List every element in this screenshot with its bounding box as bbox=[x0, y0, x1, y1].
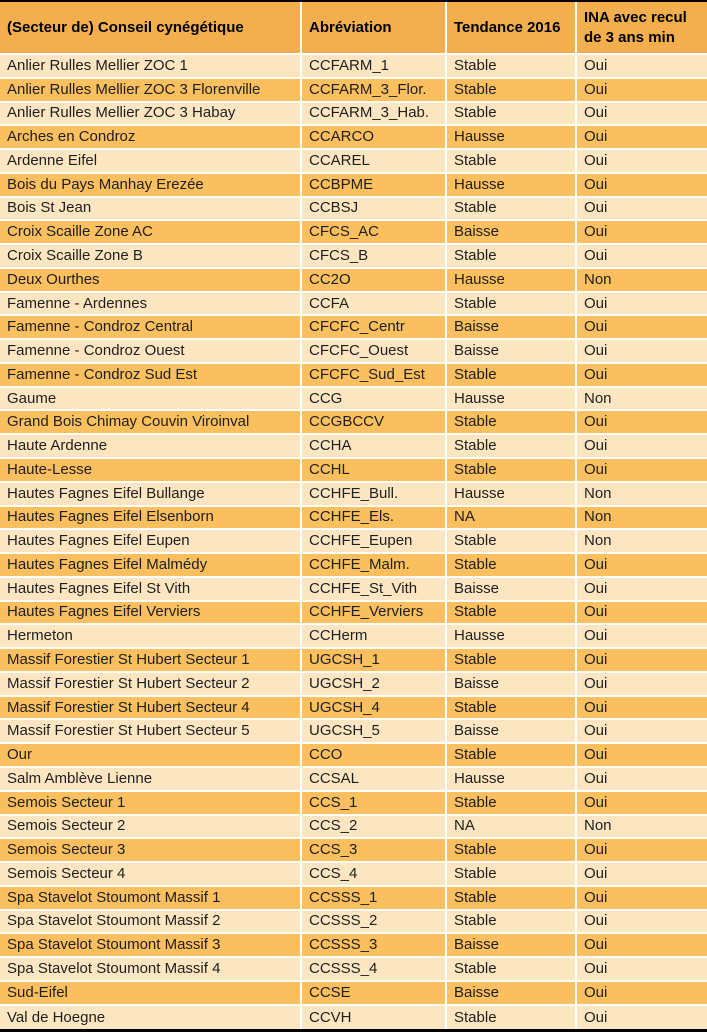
table-cell: Stable bbox=[447, 1006, 577, 1030]
table-cell: Oui bbox=[577, 435, 707, 459]
table-row bbox=[0, 768, 707, 792]
table-row bbox=[0, 649, 707, 673]
table-row bbox=[0, 720, 707, 744]
table-cell: UGCSH_1 bbox=[302, 649, 447, 673]
table-cell: CCFA bbox=[302, 293, 447, 317]
table-cell: Haute-Lesse bbox=[0, 459, 302, 483]
table-cell: Stable bbox=[447, 649, 577, 673]
column-header-ina: INA avec recul de 3 ans min bbox=[577, 2, 707, 55]
table-cell: CCG bbox=[302, 388, 447, 412]
table-cell: Bois du Pays Manhay Erezée bbox=[0, 174, 302, 198]
table-cell: CCSSS_1 bbox=[302, 887, 447, 911]
table-cell: Famenne - Condroz Central bbox=[0, 316, 302, 340]
table-cell: CCSSS_4 bbox=[302, 958, 447, 982]
table-row bbox=[0, 269, 707, 293]
table-row bbox=[0, 198, 707, 222]
table-row bbox=[0, 863, 707, 887]
table-cell: Arches en Condroz bbox=[0, 126, 302, 150]
table-row bbox=[0, 340, 707, 364]
table-cell: Oui bbox=[577, 697, 707, 721]
table-cell: CCO bbox=[302, 744, 447, 768]
table-row bbox=[0, 934, 707, 958]
table-cell: Baisse bbox=[447, 934, 577, 958]
table-cell: CCFARM_1 bbox=[302, 55, 447, 79]
table-cell: CC2O bbox=[302, 269, 447, 293]
table-cell: Oui bbox=[577, 364, 707, 388]
table-cell: Stable bbox=[447, 863, 577, 887]
table-row bbox=[0, 316, 707, 340]
table-cell: Stable bbox=[447, 198, 577, 222]
table-cell: UGCSH_4 bbox=[302, 697, 447, 721]
table-cell: CCGBCCV bbox=[302, 411, 447, 435]
table-cell: CFCS_AC bbox=[302, 221, 447, 245]
table-cell: CCHFE_Malm. bbox=[302, 554, 447, 578]
table-cell: Famenne - Ardennes bbox=[0, 293, 302, 317]
table-cell: Oui bbox=[577, 198, 707, 222]
table-cell: Hautes Fagnes Eifel St Vith bbox=[0, 578, 302, 602]
table-row bbox=[0, 79, 707, 103]
table-cell: Semois Secteur 3 bbox=[0, 839, 302, 863]
table-cell: Oui bbox=[577, 768, 707, 792]
table-row bbox=[0, 839, 707, 863]
table-row bbox=[0, 1006, 707, 1030]
table-row bbox=[0, 293, 707, 317]
table-cell: Oui bbox=[577, 602, 707, 626]
table-cell: Sud-Eifel bbox=[0, 982, 302, 1006]
table-cell: CCVH bbox=[302, 1006, 447, 1030]
table-row bbox=[0, 55, 707, 79]
table-cell: Oui bbox=[577, 150, 707, 174]
table-cell: CCFARM_3_Hab. bbox=[302, 103, 447, 127]
table-row bbox=[0, 887, 707, 911]
table-cell: Massif Forestier St Hubert Secteur 5 bbox=[0, 720, 302, 744]
table-cell: Oui bbox=[577, 221, 707, 245]
table-cell: Anlier Rulles Mellier ZOC 1 bbox=[0, 55, 302, 79]
table-row bbox=[0, 578, 707, 602]
column-header-conseil: (Secteur de) Conseil cynégétique bbox=[0, 2, 302, 55]
column-header-tendance: Tendance 2016 bbox=[447, 2, 577, 55]
table-cell: Stable bbox=[447, 602, 577, 626]
table-row bbox=[0, 388, 707, 412]
table-cell: Oui bbox=[577, 1006, 707, 1030]
table-row bbox=[0, 459, 707, 483]
table-cell: Oui bbox=[577, 720, 707, 744]
table-cell: CCBPME bbox=[302, 174, 447, 198]
table-cell: CCSSS_3 bbox=[302, 934, 447, 958]
table-cell: Oui bbox=[577, 79, 707, 103]
table-cell: CCFARM_3_Flor. bbox=[302, 79, 447, 103]
table-row bbox=[0, 411, 707, 435]
table-cell: CCHFE_Bull. bbox=[302, 483, 447, 507]
table-cell: CCHL bbox=[302, 459, 447, 483]
table-cell: Hausse bbox=[447, 625, 577, 649]
table-cell: Non bbox=[577, 530, 707, 554]
table-cell: Oui bbox=[577, 174, 707, 198]
table-cell: Oui bbox=[577, 103, 707, 127]
table-cell: CFCFC_Centr bbox=[302, 316, 447, 340]
table-cell: Hermeton bbox=[0, 625, 302, 649]
table-cell: Stable bbox=[447, 792, 577, 816]
table-cell: Hausse bbox=[447, 269, 577, 293]
table-cell: Hautes Fagnes Eifel Verviers bbox=[0, 602, 302, 626]
table-cell: CFCFC_Sud_Est bbox=[302, 364, 447, 388]
table-cell: Hausse bbox=[447, 126, 577, 150]
table-cell: Spa Stavelot Stoumont Massif 4 bbox=[0, 958, 302, 982]
table-cell: CCHA bbox=[302, 435, 447, 459]
table-cell: Spa Stavelot Stoumont Massif 1 bbox=[0, 887, 302, 911]
table-cell: Non bbox=[577, 483, 707, 507]
table-cell: Hausse bbox=[447, 174, 577, 198]
table-cell: Oui bbox=[577, 911, 707, 935]
table-cell: Oui bbox=[577, 625, 707, 649]
table-cell: Hausse bbox=[447, 768, 577, 792]
table-cell: Stable bbox=[447, 411, 577, 435]
table-row bbox=[0, 792, 707, 816]
table-cell: Stable bbox=[447, 364, 577, 388]
table-cell: CCSE bbox=[302, 982, 447, 1006]
table-cell: Non bbox=[577, 816, 707, 840]
table-row bbox=[0, 744, 707, 768]
table-row bbox=[0, 697, 707, 721]
table-cell: Gaume bbox=[0, 388, 302, 412]
table-cell: Stable bbox=[447, 744, 577, 768]
table-cell: CCARCO bbox=[302, 126, 447, 150]
table-cell: Baisse bbox=[447, 578, 577, 602]
table-cell: Spa Stavelot Stoumont Massif 3 bbox=[0, 934, 302, 958]
table-cell: Stable bbox=[447, 554, 577, 578]
table-row bbox=[0, 554, 707, 578]
table-row bbox=[0, 911, 707, 935]
table-cell: Oui bbox=[577, 411, 707, 435]
table-row bbox=[0, 507, 707, 531]
table-row bbox=[0, 221, 707, 245]
table-cell: Hautes Fagnes Eifel Eupen bbox=[0, 530, 302, 554]
table-cell: Hautes Fagnes Eifel Malmédy bbox=[0, 554, 302, 578]
table-cell: Massif Forestier St Hubert Secteur 1 bbox=[0, 649, 302, 673]
table-cell: NA bbox=[447, 816, 577, 840]
table-cell: Haute Ardenne bbox=[0, 435, 302, 459]
table-cell: Oui bbox=[577, 958, 707, 982]
table-cell: UGCSH_5 bbox=[302, 720, 447, 744]
table-cell: Spa Stavelot Stoumont Massif 2 bbox=[0, 911, 302, 935]
table-cell: Oui bbox=[577, 554, 707, 578]
header-row bbox=[0, 2, 707, 55]
table-cell: Baisse bbox=[447, 316, 577, 340]
table-cell: CCS_4 bbox=[302, 863, 447, 887]
table-cell: Massif Forestier St Hubert Secteur 4 bbox=[0, 697, 302, 721]
table-cell: Stable bbox=[447, 459, 577, 483]
table-cell: Oui bbox=[577, 340, 707, 364]
table-cell: Oui bbox=[577, 126, 707, 150]
table-cell: Famenne - Condroz Ouest bbox=[0, 340, 302, 364]
table-row bbox=[0, 816, 707, 840]
table-row bbox=[0, 483, 707, 507]
table-cell: Oui bbox=[577, 863, 707, 887]
table-cell: Stable bbox=[447, 887, 577, 911]
table-cell: CCS_1 bbox=[302, 792, 447, 816]
table-cell: Val de Hoegne bbox=[0, 1006, 302, 1030]
table-cell: Oui bbox=[577, 55, 707, 79]
table-cell: Deux Ourthes bbox=[0, 269, 302, 293]
table-cell: Baisse bbox=[447, 340, 577, 364]
column-header-abreviation: Abréviation bbox=[302, 2, 447, 55]
table-cell: NA bbox=[447, 507, 577, 531]
table-cell: CFCS_B bbox=[302, 245, 447, 269]
table-cell: Semois Secteur 2 bbox=[0, 816, 302, 840]
table-cell: CCHFE_Els. bbox=[302, 507, 447, 531]
table-cell: CFCFC_Ouest bbox=[302, 340, 447, 364]
table-row bbox=[0, 958, 707, 982]
table-row bbox=[0, 602, 707, 626]
table-cell: CCHerm bbox=[302, 625, 447, 649]
table-cell: Hausse bbox=[447, 388, 577, 412]
table-cell: Stable bbox=[447, 103, 577, 127]
table-cell: Stable bbox=[447, 55, 577, 79]
table-cell: Stable bbox=[447, 958, 577, 982]
table-cell: CCBSJ bbox=[302, 198, 447, 222]
table-cell: Oui bbox=[577, 744, 707, 768]
table-cell: Oui bbox=[577, 673, 707, 697]
table-cell: Non bbox=[577, 507, 707, 531]
table-cell: Baisse bbox=[447, 982, 577, 1006]
table-cell: Stable bbox=[447, 839, 577, 863]
table-cell: Non bbox=[577, 388, 707, 412]
table-cell: CCHFE_St_Vith bbox=[302, 578, 447, 602]
table-cell: CCSSS_2 bbox=[302, 911, 447, 935]
table-cell: Stable bbox=[447, 293, 577, 317]
table-cell: CCSAL bbox=[302, 768, 447, 792]
table-row bbox=[0, 174, 707, 198]
table-row bbox=[0, 364, 707, 388]
table-row bbox=[0, 673, 707, 697]
table-cell: Salm Amblève Lienne bbox=[0, 768, 302, 792]
table-cell: Our bbox=[0, 744, 302, 768]
table-cell: Oui bbox=[577, 792, 707, 816]
table-cell: Anlier Rulles Mellier ZOC 3 Florenville bbox=[0, 79, 302, 103]
table-cell: Oui bbox=[577, 982, 707, 1006]
table-cell: Oui bbox=[577, 887, 707, 911]
table-row bbox=[0, 245, 707, 269]
table-cell: Oui bbox=[577, 649, 707, 673]
table-cell: Oui bbox=[577, 934, 707, 958]
table-cell: Semois Secteur 4 bbox=[0, 863, 302, 887]
table-cell: Baisse bbox=[447, 673, 577, 697]
table-cell: Baisse bbox=[447, 720, 577, 744]
table-row bbox=[0, 435, 707, 459]
table-cell: CCHFE_Eupen bbox=[302, 530, 447, 554]
table-cell: Stable bbox=[447, 245, 577, 269]
table-cell: Stable bbox=[447, 530, 577, 554]
table-cell: CCS_3 bbox=[302, 839, 447, 863]
table-cell: Hautes Fagnes Eifel Bullange bbox=[0, 483, 302, 507]
table-cell: Stable bbox=[447, 911, 577, 935]
table-cell: Non bbox=[577, 269, 707, 293]
table-cell: Stable bbox=[447, 435, 577, 459]
table-cell: Bois St Jean bbox=[0, 198, 302, 222]
table-cell: Oui bbox=[577, 459, 707, 483]
table-cell: Famenne - Condroz Sud Est bbox=[0, 364, 302, 388]
table-cell: Oui bbox=[577, 578, 707, 602]
table-cell: Croix Scaille Zone AC bbox=[0, 221, 302, 245]
table-cell: CCS_2 bbox=[302, 816, 447, 840]
table-header bbox=[0, 2, 707, 55]
table-row bbox=[0, 625, 707, 649]
table-cell: Stable bbox=[447, 697, 577, 721]
table-cell: UGCSH_2 bbox=[302, 673, 447, 697]
table-cell: Stable bbox=[447, 150, 577, 174]
table-cell: Baisse bbox=[447, 221, 577, 245]
table-cell: CCHFE_Verviers bbox=[302, 602, 447, 626]
table-cell: Oui bbox=[577, 839, 707, 863]
table-cell: Oui bbox=[577, 293, 707, 317]
table-row bbox=[0, 530, 707, 554]
table-cell: Anlier Rulles Mellier ZOC 3 Habay bbox=[0, 103, 302, 127]
table-row bbox=[0, 126, 707, 150]
table-cell: Ardenne Eifel bbox=[0, 150, 302, 174]
table-row bbox=[0, 103, 707, 127]
table-cell: Stable bbox=[447, 79, 577, 103]
table-cell: Semois Secteur 1 bbox=[0, 792, 302, 816]
table-cell: Croix Scaille Zone B bbox=[0, 245, 302, 269]
table-cell: Hausse bbox=[447, 483, 577, 507]
table-row bbox=[0, 150, 707, 174]
table-body bbox=[0, 55, 707, 1029]
table-cell: Oui bbox=[577, 316, 707, 340]
table-cell: Massif Forestier St Hubert Secteur 2 bbox=[0, 673, 302, 697]
table-cell: Hautes Fagnes Eifel Elsenborn bbox=[0, 507, 302, 531]
table-cell: CCAREL bbox=[302, 150, 447, 174]
table-cell: Grand Bois Chimay Couvin Viroinval bbox=[0, 411, 302, 435]
table-cell: Oui bbox=[577, 245, 707, 269]
table-row bbox=[0, 982, 707, 1006]
